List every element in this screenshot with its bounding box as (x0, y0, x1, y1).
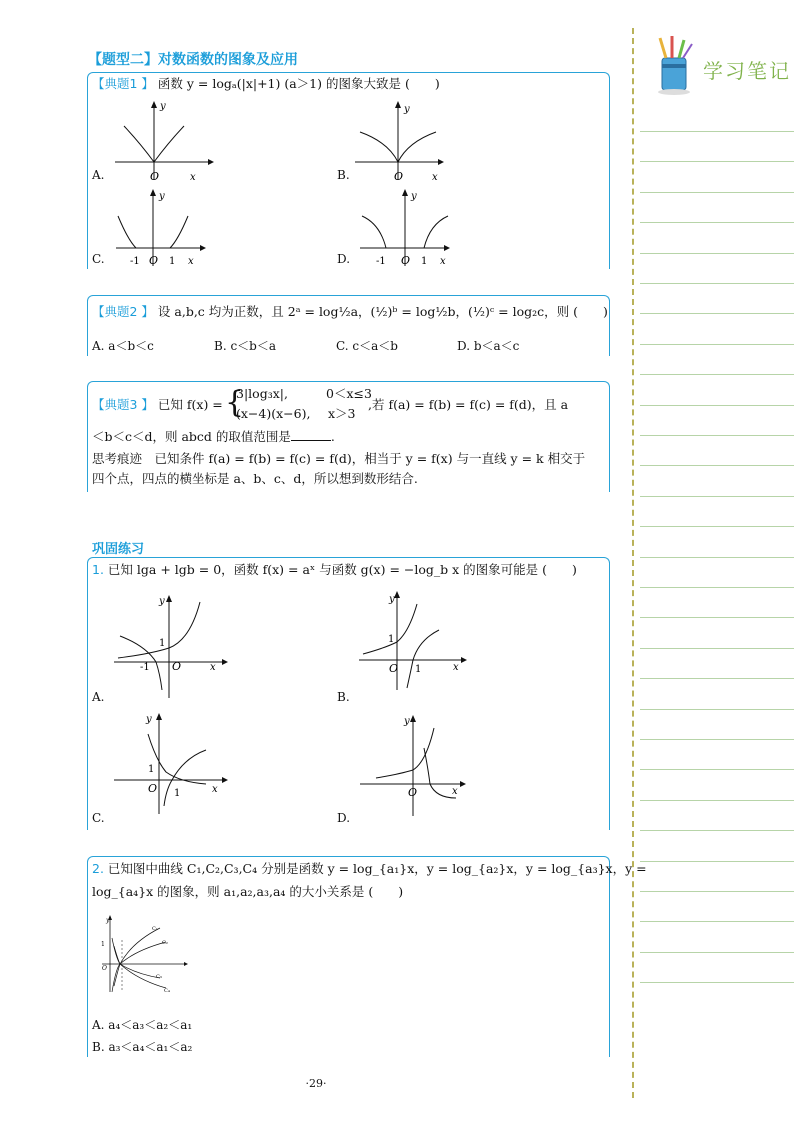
note-line (640, 952, 794, 953)
note-line (640, 800, 794, 801)
origin-label: O (148, 782, 158, 795)
practice-2-option-b[interactable]: B. a₃＜a₄＜a₁＜a₂ (92, 1040, 193, 1054)
note-line (640, 374, 794, 375)
origin-label: O (102, 965, 107, 972)
page-number: ·29· (305, 1077, 327, 1090)
note-line (640, 557, 794, 558)
piecewise-case-2: (x−4)(x−6), (236, 406, 311, 421)
axis-y-label: y (106, 917, 110, 924)
origin-label: O (149, 254, 159, 267)
origin-label: O (389, 662, 399, 675)
practice-1-option-b[interactable]: B. (337, 690, 350, 704)
axis-y-label: y (411, 191, 417, 202)
notes-divider (632, 28, 634, 1098)
axis-y-label: y (159, 191, 165, 202)
axis-x-label: x (432, 172, 438, 183)
practice-1-option-d[interactable]: D. (337, 811, 351, 825)
tick-neg1: -1 (140, 662, 150, 673)
practice-2-question-line1 (92, 860, 647, 878)
tick-1: 1 (415, 664, 422, 675)
axis-y-label: y (389, 594, 395, 605)
origin-label: O (150, 170, 160, 183)
practice-2-option-a[interactable]: A. a₄＜a₃＜a₂＜a₁ (92, 1018, 193, 1032)
note-line (640, 617, 794, 618)
example-3-question-line2: ＜b＜c＜d，则 abcd 的取值范围是 . (92, 429, 335, 444)
note-line (640, 678, 794, 679)
example-3-hint-line1: 思考痕迹 已知条件 f(a) = f(b) = f(c) = f(d)，相当于 y = f(x) 与一直线 y = k 相交于 (92, 451, 586, 466)
practice-1-question (92, 561, 577, 579)
tick-neg1: -1 (130, 256, 140, 267)
practice-1-graph-a (110, 590, 235, 702)
example-3-question-line1 (92, 396, 223, 414)
axis-x-label: x (210, 662, 216, 673)
note-line (640, 648, 794, 649)
example-1-tag: 【典题1 】 (92, 76, 154, 91)
practice-2-question-line2: log_{a₄}x 的图象，则 a₁,a₂,a₃,a₄ 的大小关系是 ( ) (92, 884, 404, 899)
tick-neg1: -1 (376, 256, 386, 267)
example-1-option-d[interactable]: D. (337, 252, 351, 266)
practice-2-text-1: 已知图中曲线 C₁,C₂,C₃,C₄ 分别是函数 y = log_{a₁}x，y = log_{a₂}x，y = log_{a₃}x，y = (107, 861, 647, 876)
curve-label-c2: C₂ (162, 940, 168, 946)
notes-title: 学习笔记 (703, 59, 791, 83)
axis-y-label: y (404, 716, 410, 727)
example-1-graph-c (112, 186, 212, 272)
example-3-suffix: ,若 f(a) = f(b) = f(c) = f(d)，且 a (368, 397, 569, 412)
tick-1: 1 (148, 764, 155, 775)
example-1-question (92, 75, 440, 93)
note-line (640, 131, 794, 132)
example-1-option-c[interactable]: C. (92, 252, 105, 266)
example-2-text: 设 a,b,c 均为正数，且 2ᵃ = log½a，(½)ᵇ = log½b，(½)ᶜ = log₂c，则 ( ) (157, 304, 608, 319)
note-line (640, 161, 794, 162)
example-3-prefix: 已知 f(x) = (157, 397, 223, 412)
note-line (640, 283, 794, 284)
axis-x-label: x (190, 172, 196, 183)
tick-1: 1 (159, 638, 166, 649)
section-title-practice: 巩固练习 (92, 542, 145, 557)
piecewise-case-1: 3|log₃x|, (236, 386, 288, 401)
example-1-graph-d (356, 186, 456, 272)
note-line (640, 253, 794, 254)
note-line (640, 709, 794, 710)
example-2-option-b[interactable]: B. c＜b＜a (214, 339, 277, 353)
note-line (640, 891, 794, 892)
note-line (640, 313, 794, 314)
tick-1: 1 (101, 941, 105, 948)
axis-y-label: y (160, 101, 166, 112)
axis-x-label: x (452, 786, 458, 797)
origin-label: O (408, 786, 418, 799)
note-line (640, 982, 794, 983)
note-line (640, 830, 794, 831)
note-line (640, 405, 794, 406)
piecewise-case-1-condition: 0＜x≤3 (326, 386, 372, 401)
axis-x-label: x (453, 662, 459, 673)
note-line (640, 861, 794, 862)
example-2-question (92, 303, 608, 321)
practice-1-text: 已知 lga + lgb = 0，函数 f(x) = aˣ 与函数 g(x) = −log_b x 的图象可能是 ( ) (107, 562, 577, 577)
example-3-hint-line2: 四个点，四点的横坐标是 a、b、c、d，所以想到数形结合. (92, 471, 418, 486)
tick-1: 1 (174, 788, 181, 799)
example-1-text: 函数 y = logₐ(|x|+1) (a＞1) 的图象大致是 ( ) (157, 76, 440, 91)
tick-1: 1 (388, 634, 395, 645)
note-line (640, 587, 794, 588)
note-line (640, 769, 794, 770)
pencil-cup-icon (652, 34, 698, 96)
practice-1-number: 1. (92, 562, 104, 577)
practice-1-option-c[interactable]: C. (92, 811, 105, 825)
note-line (640, 739, 794, 740)
practice-2-number: 2. (92, 861, 104, 876)
example-2-option-c[interactable]: C. c＜a＜b (336, 339, 398, 353)
origin-label: O (172, 660, 182, 673)
curve-label-c1: C₁ (152, 926, 158, 932)
note-line (640, 435, 794, 436)
piecewise-brace: { (225, 385, 245, 420)
tick-1: 1 (421, 256, 428, 267)
example-1-graph-a (110, 98, 220, 184)
example-3-tag: 【典题3 】 (92, 397, 154, 412)
practice-1-graph-c (110, 710, 235, 822)
note-line (640, 344, 794, 345)
curve-label-c3: C₃ (156, 974, 162, 980)
note-line (640, 222, 794, 223)
answer-blank[interactable] (291, 428, 331, 441)
example-1-option-b[interactable]: B. (337, 168, 350, 182)
example-2-option-a[interactable]: A. a＜b＜c (92, 339, 154, 353)
axis-x-label: x (440, 256, 446, 267)
curve-label-c4: C₄ (164, 988, 170, 994)
piecewise-case-2-condition: x＞3 (328, 406, 356, 421)
note-line (640, 496, 794, 497)
practice-2-curves-graph (98, 912, 194, 996)
example-2-option-d[interactable]: D. b＜a＜c (457, 339, 520, 353)
practice-1-graph-d (356, 712, 481, 824)
origin-label: O (394, 170, 404, 183)
axis-y-label: y (146, 714, 152, 725)
note-line (640, 526, 794, 527)
axis-x-label: x (188, 256, 194, 267)
example-2-tag: 【典题2 】 (92, 304, 154, 319)
note-line (640, 921, 794, 922)
axis-x-label: x (212, 784, 218, 795)
practice-1-option-a[interactable]: A. (92, 690, 105, 704)
note-line (640, 192, 794, 193)
practice-1-graph-b (355, 590, 480, 702)
section-title-log-graphs: 【题型二】对数函数的图象及应用 (88, 52, 298, 68)
axis-y-label: y (159, 596, 165, 607)
example-1-graph-b (350, 98, 460, 184)
axis-y-label: y (404, 104, 410, 115)
origin-label: O (401, 254, 411, 267)
note-line (640, 465, 794, 466)
example-1-option-a[interactable]: A. (92, 168, 105, 182)
tick-1: 1 (169, 256, 176, 267)
